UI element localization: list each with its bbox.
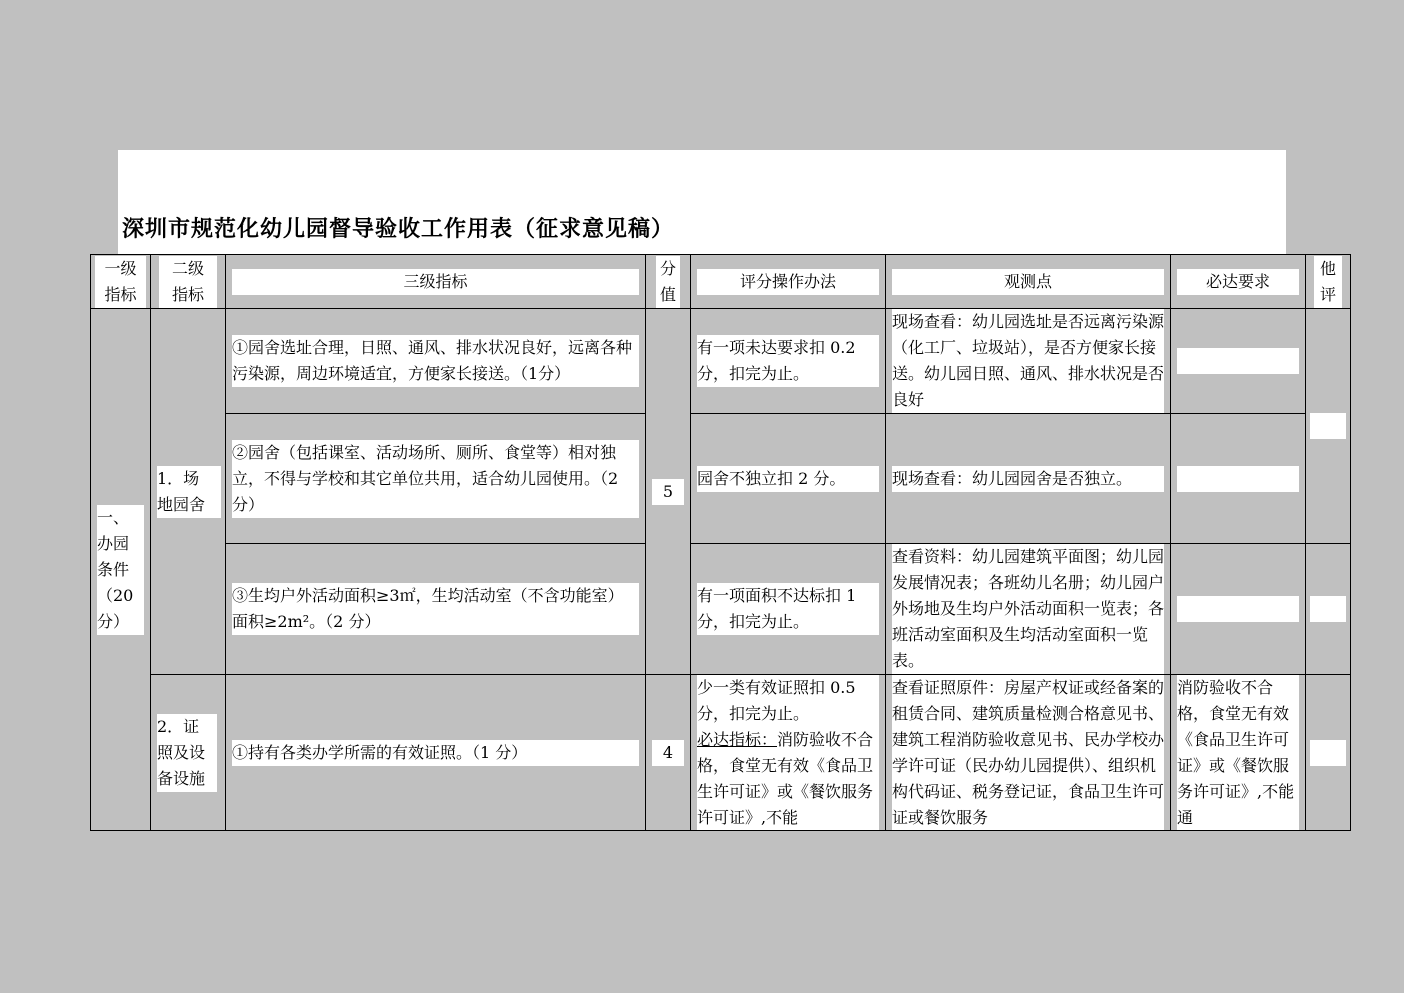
observation-cell: 现场查看：幼儿园园舍是否独立。 xyxy=(886,414,1171,544)
required-blank xyxy=(1177,596,1299,622)
observation-cell: 现场查看：幼儿园选址是否远离污染源（化工厂、垃圾站），是否方便家长接送。幼儿园日照、通风、排水状况是否良好 xyxy=(886,309,1171,414)
required-cell xyxy=(1171,414,1306,544)
eval-blank[interactable] xyxy=(1310,596,1346,622)
observation-cell: 查看资料：幼儿园建筑平面图；幼儿园发展情况表；各班幼儿名册；幼儿园户外场地及生均户外活动面积一览表；各班活动室面积及生均活动室面积一览表。 xyxy=(886,544,1171,675)
indicator-cell: ①园舍选址合理，日照、通风、排水状况良好，远离各种污染源，周边环境适宜，方便家长接送。（1分） xyxy=(226,309,646,414)
header-score: 分 值 xyxy=(646,255,691,309)
header-observation: 观测点 xyxy=(886,255,1171,309)
header-level2: 二级 指标 xyxy=(151,255,226,309)
table-row xyxy=(91,309,1351,414)
required-blank xyxy=(1177,466,1299,492)
method-cell: 园舍不独立扣 2 分。 xyxy=(691,414,886,544)
header-self-eval: 他 评 xyxy=(1306,255,1351,309)
score-cell: 5 xyxy=(646,309,691,675)
required-indicator-label: 必达指标： xyxy=(697,730,778,749)
self-eval-cell xyxy=(1306,309,1351,544)
required-cell xyxy=(1171,544,1306,675)
header-required: 必达要求 xyxy=(1171,255,1306,309)
level2-cell-license: 2．证 照及设 备设施 xyxy=(151,675,226,831)
self-eval-cell xyxy=(1306,675,1351,831)
table-row xyxy=(91,414,1351,544)
score-cell: 4 xyxy=(646,675,691,831)
header-row xyxy=(91,255,1351,309)
eval-blank[interactable] xyxy=(1310,413,1346,439)
table-row xyxy=(91,544,1351,675)
header-level3: 三级指标 xyxy=(226,255,646,309)
level1-cell: 一、 办园 条件 （20 分） xyxy=(91,309,151,831)
method-cell: 有一项未达要求扣 0.2 分，扣完为止。 xyxy=(691,309,886,414)
required-cell: 消防验收不合格，食堂无有效《食品卫生许可证》或《餐饮服务许可证》,不能通 xyxy=(1171,675,1306,831)
level2-cell-site: 1．场 地园舍 xyxy=(151,309,226,675)
observation-cell: 查看证照原件：房屋产权证或经备案的租赁合同、建筑质量检测合格意见书、建筑工程消防验收意见书、民办学校办学许可证（民办幼儿园提供）、组织机构代码证、税务登记证，食品卫生许可证或餐饮服务 xyxy=(886,675,1171,831)
required-cell xyxy=(1171,309,1306,414)
header-method: 评分操作办法 xyxy=(691,255,886,309)
method-cell: 少一类有效证照扣 0.5 分，扣完为止。 必达指标：消防验收不合格，食堂无有效《食品卫生许可证》或《餐饮服务许可证》,不能 xyxy=(691,675,886,831)
eval-blank[interactable] xyxy=(1310,740,1346,766)
evaluation-table xyxy=(90,254,1351,831)
self-eval-cell xyxy=(1306,544,1351,675)
required-blank xyxy=(1177,348,1299,374)
method-cell: 有一项面积不达标扣 1 分，扣完为止。 xyxy=(691,544,886,675)
indicator-cell: ③生均户外活动面积≥3㎡，生均活动室（不含功能室）面积≥2m²。（2 分） xyxy=(226,544,646,675)
indicator-cell: ②园舍（包括课室、活动场所、厕所、食堂等）相对独立，不得与学校和其它单位共用，适合幼儿园使用。（2 分） xyxy=(226,414,646,544)
document-title: 深圳市规范化幼儿园督导验收工作用表（征求意见稿） xyxy=(122,216,675,242)
header-level1: 一级 指标 xyxy=(91,255,151,309)
indicator-cell: ①持有各类办学所需的有效证照。（1 分） xyxy=(226,675,646,831)
table-row xyxy=(91,675,1351,831)
